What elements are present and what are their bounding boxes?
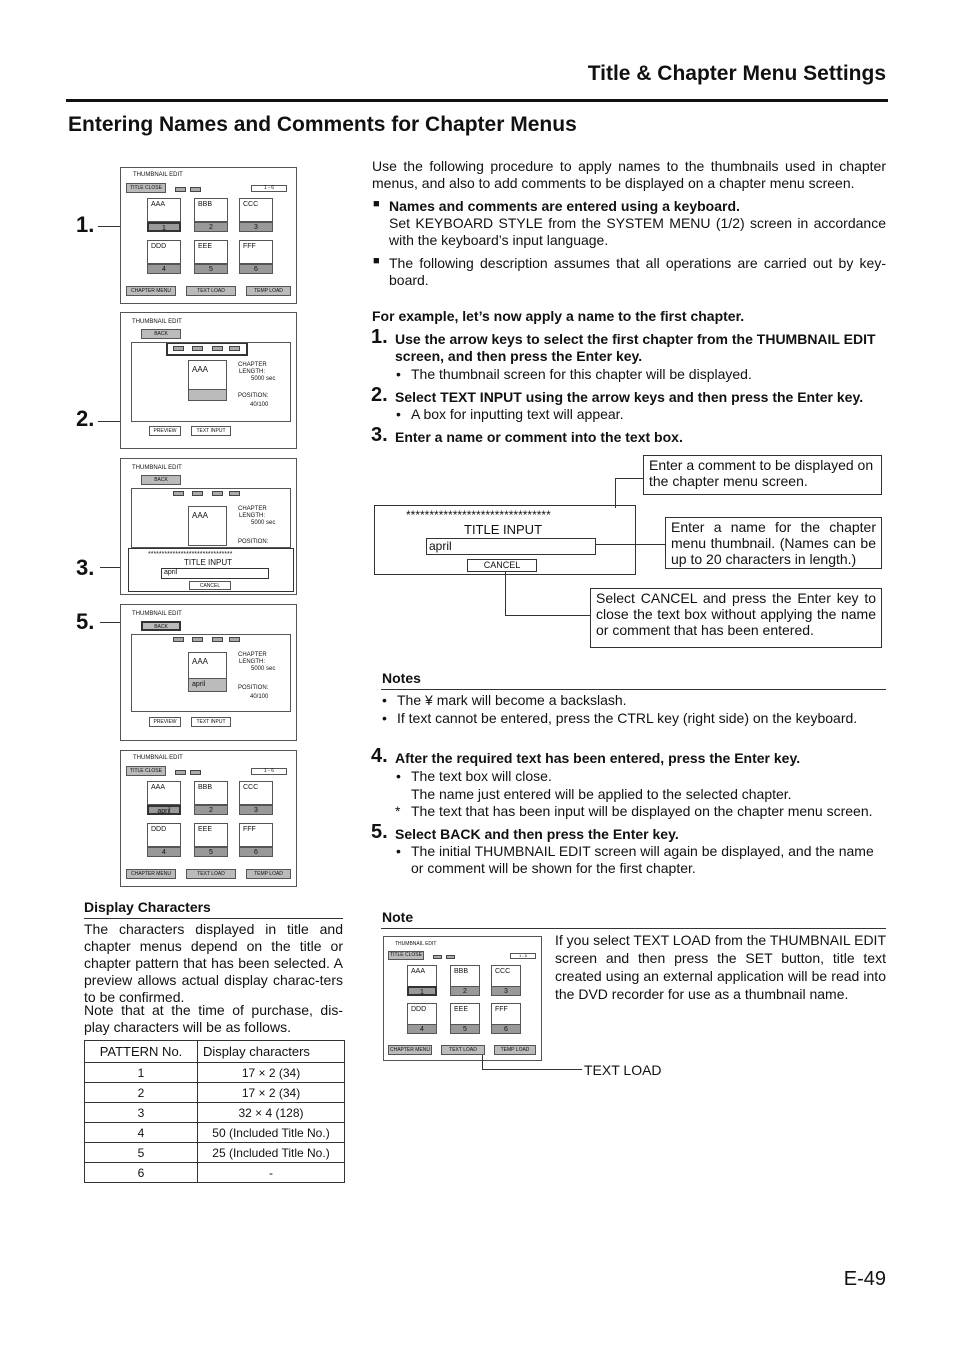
thumbnail-edit-screen-final: THUMBNAIL EDIT TITLE CLOSE 1 - 6 AAA april BBB 2 CCC 3 DDD 4 EEE 5 FFF 6 CHAPTER MENU TEXT LOAD TEMP LOAD [120,750,297,887]
intro-text: Use the following procedure to apply names to the thumbnails used in chapter menus, and also to add comments to be displayed on a chapter menu screen. [372,158,886,191]
thumbnail-edit-screen-note: THUMBNAIL EDIT TITLE CLOSE 1 - 6 AAA 1 BBB 2 CCC 3 DDD 4 EEE 5 FFF 6 CHAPTER MENU TEXT LOAD TEMP LOAD [383,936,542,1061]
note-heading: Note [382,909,414,925]
page-title: Entering Names and Comments for Chapter Menus [68,113,577,136]
note-text: If you select TEXT LOAD from the THUMBNAIL EDIT screen and then press the SET button, title text created using an external application will be read into the DVD recorder for use as a thumbnail name. [555,932,886,1002]
title-input-dialog: ******************************* TITLE INPUT april CANCEL [374,505,636,575]
callout-cancel: Select CANCEL and press the Enter key to close the text box without applying the name or comment that has been entered. [590,588,882,648]
thumbnail-edit-screen-1: THUMBNAIL EDIT TITLE CLOSE 1 - 6 AAA 1 BBB 2 CCC 3 DDD 4 EEE 5 FFF 6 CHAPTER MENU TEXT LOAD TEMP LOAD [120,167,297,304]
text-input-screen-3: THUMBNAIL EDIT BACK AAA CHAPTER LENGTH: 5000 sec POSITION: ******************************* TITLE INPUT april CANCEL [120,458,297,595]
display-characters-heading: Display Characters [84,899,211,915]
title-close-button[interactable]: TITLE CLOSE [126,183,166,193]
callout-comment: Enter a comment to be displayed on the chapter menu screen. [643,455,882,495]
step-label-1: 1. [76,212,95,237]
display-characters-p2: Note that at the time of purchase, dis-play characters will be as follows. [84,1002,343,1035]
pattern-table: PATTERN No. Display characters 1 17 × 2 (34) 2 17 × 2 (34) 3 32 × 4 (128) 4 50 (Included Title No.) 5 25 (Included Title No.) 6 - [84,1040,345,1183]
notes-heading: Notes [382,670,421,686]
title-input-field[interactable]: april [426,538,596,555]
chapter-screen-2: THUMBNAIL EDIT BACK AAA CHAPTER LENGTH: 5000 sec POSITION: 40/100 PREVIEW TEXT INPUT [120,312,297,449]
step-label-5: 5. [76,609,95,634]
section-title: Title & Chapter Menu Settings [587,62,886,85]
callout-name: Enter a name for the chapter menu thumbnail. (Names can be up to 20 characters in length.) [665,517,882,569]
text-load-label: TEXT LOAD [584,1062,662,1078]
step-label-3: 3. [76,555,95,580]
example-text: For example, let’s now apply a name to the first chapter. [372,308,745,324]
page-number: E-49 [843,1268,886,1290]
display-characters-p1: The characters displayed in title and chapter menus depend on the title or chapter pattern that has been selected. A preview allows actual display charac-ters to be confirmed. [84,921,343,1005]
chapter-screen-5: THUMBNAIL EDIT BACK AAA april CHAPTER LENGTH: 5000 sec POSITION: 40/100 PREVIEW TEXT INPUT [120,604,297,741]
cancel-button[interactable]: CANCEL [467,559,537,572]
step-label-2: 2. [76,406,95,431]
header-rule [66,99,888,102]
